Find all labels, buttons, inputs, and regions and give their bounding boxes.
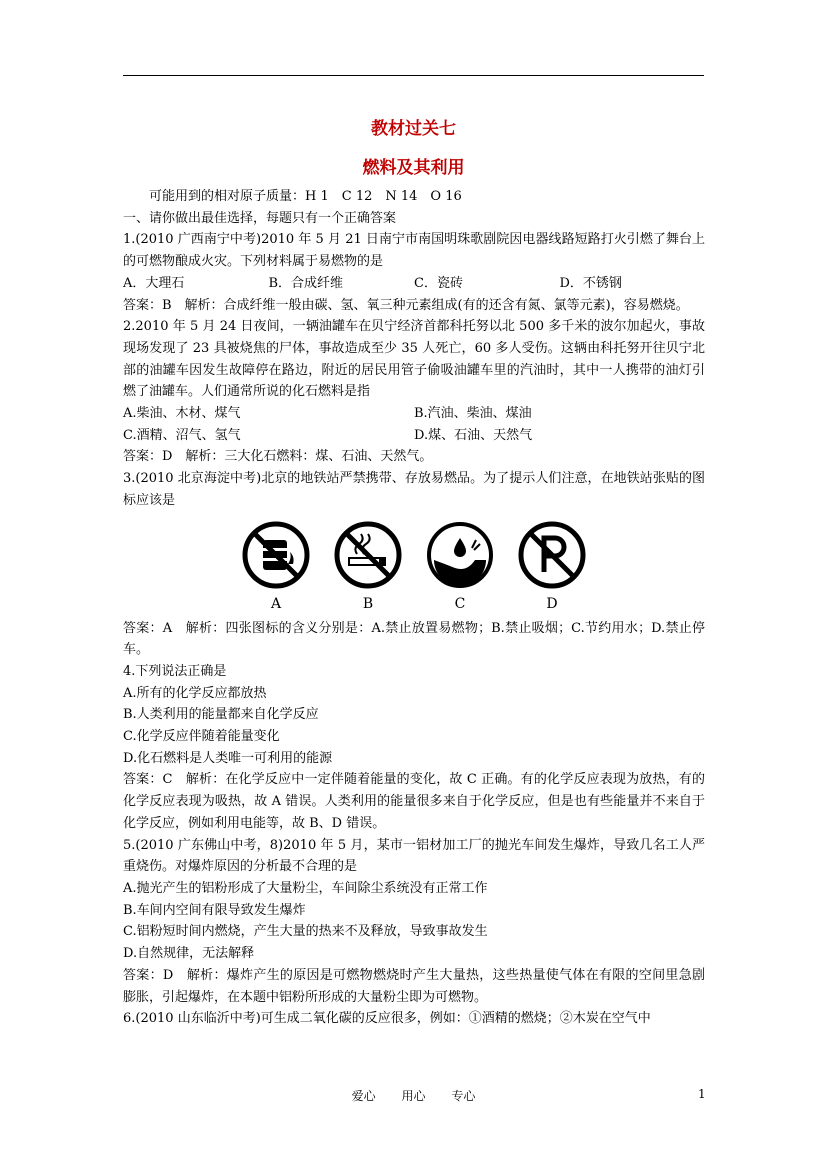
sign-letter: B [362,595,374,612]
question-1-options [123,273,705,295]
option: C.铝粉短时间内燃烧，产生大量的热来不及释放，导致事故发生 [123,924,488,940]
question-5-stem: 5.(2010 广东佛山中考，8)2010 年 5 月，某市一铝材加工厂的抛光车间发生爆炸，导致几名工人严重烧伤。对爆炸原因的分析最不合理的是 [123,837,705,875]
footer-word: 专心 [451,1089,476,1103]
option: C.化学反应伴随着能量变化 [123,729,280,745]
question-4-stem: 4.下列说法正确是 [123,663,227,679]
option: B．合成纤维 [268,275,344,291]
option: D．不锈钢 [559,275,622,291]
sign-letter: D [546,595,558,612]
question-5-answer: 答案：D 解析：爆炸产生的原因是可燃物燃烧时产生大量热，这些热量使气体在有限的空间里急剧膨胀，引起爆炸，在本题中铝粉所形成的大量粉尘即为可燃物。 [123,967,705,1005]
option: A．大理石 [123,275,185,291]
header-rule [123,75,704,76]
option: D.自然规律，无法解释 [123,946,255,962]
atomic-masses: 可能用到的相对原子质量：H 1 C 12 N 14 O 16 [149,189,462,204]
option: A.抛光产生的铝粉形成了大量粉尘，车间除尘系统没有正常工作 [123,880,488,896]
option: B.人类利用的能量都来自化学反应 [123,707,319,723]
page-subtitle: 燃料及其利用 [362,158,465,178]
question-2-options-row2 [123,425,705,447]
question-2-options-row1 [123,403,705,425]
option: C.酒精、沼气、氢气 [123,427,241,443]
question-3-stem: 3.(2010 北京海淀中考)北京的地铁站严禁携带、存放易燃品。为了提示人们注意，在地铁站张贴的图标应该是 [123,471,705,508]
footer-word: 爱心 [351,1089,376,1103]
sign-b [332,520,404,612]
sign-c [424,520,496,612]
page-title: 教材过关七 [371,119,456,139]
save-water-icon [425,520,495,590]
no-flammables-icon [241,520,311,590]
sign-icons [123,520,705,612]
page-number: 1 [698,1087,706,1101]
sign-letter: C [454,595,466,612]
no-parking-icon [517,520,587,590]
sign-a [240,520,312,612]
question-2-stem: 2.2010 年 5 月 24 日夜间，一辆油罐车在贝宁经济首都科托努以北 500 多千米的波尔加起火，事故现场发现了 23 具被烧焦的尸体，事故造成至少 35 人死亡，60 多人受伤。这辆由科托努开往贝宁北部的油罐车因发生故障停在路边，附近的居民用管子偷吸油罐车里的汽油时，其中一人携带的油灯引燃了油罐车。人们通常所说的化石燃料是指 [123,319,705,400]
section-heading: 一、请你做出最佳选择，每题只有一个正确答案 [123,210,397,226]
sign-d [516,520,588,612]
option: A.所有的化学反应都放热 [123,685,267,701]
question-4-answer: 答案：C 解析：在化学反应中一定伴随着能量的变化，故 C 正确。有的化学反应表现为放热，有的化学反应表现为吸热，故 A 错误。人类利用的能量很多来自于化学反应，但是也有些能量并不来自于化学反应，例如利用电能等，故 B、D 错误。 [123,772,705,831]
footer-word: 用心 [401,1089,426,1103]
option: D.化石燃料是人类唯一可利用的能源 [123,750,333,766]
option: C．瓷砖 [414,275,463,291]
option: A.柴油、木材、煤气 [123,406,241,422]
question-1-answer: 答案：B 解析：合成纤维一般由碳、氢、氧三种元素组成(有的还含有氮、氯等元素)，容易燃烧。 [123,297,689,313]
question-3-answer: 答案：A 解析：四张图标的含义分别是：A.禁止放置易燃物；B.禁止吸烟；C.节约用水；D.禁止停车。 [123,620,705,658]
document-body [123,186,705,1030]
option: D.煤、石油、天然气 [414,427,533,443]
question-1-stem: 1.(2010 广西南宁中考)2010 年 5 月 21 日南宁市南国明珠歌剧院因电器线路短路打火引燃了舞台上的可燃物酿成火灾。下列材料属于易燃物的是 [123,232,705,270]
no-smoking-icon [333,520,403,590]
option: B.汽油、柴油、煤油 [414,406,532,422]
question-6-stem: 6.(2010 山东临沂中考)可生成二氧化碳的反应很多，例如：①酒精的燃烧；②木炭在空气中 [123,1011,651,1027]
option: B.车间内空间有限导致发生爆炸 [123,902,306,918]
question-2-answer: 答案：D 解析：三大化石燃料：煤、石油、天然气。 [123,449,433,465]
sign-letter: A [270,595,282,612]
